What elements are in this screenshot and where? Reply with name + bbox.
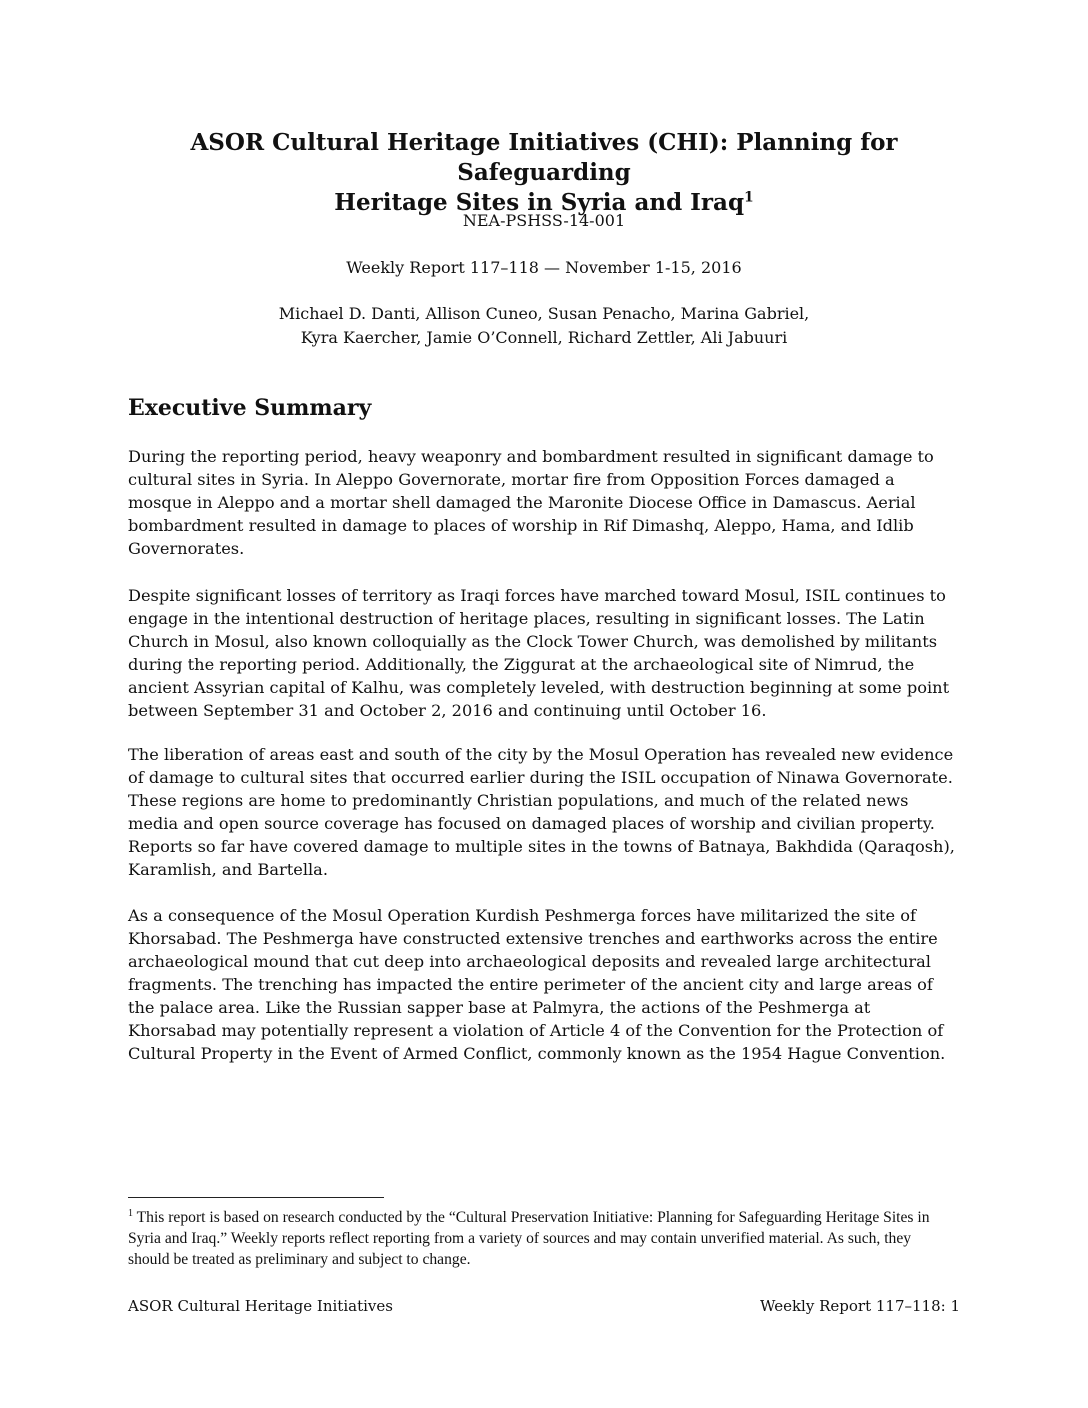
authors-line-1: Michael D. Danti, Allison Cuneo, Susan Penacho, Marina Gabriel, (278, 304, 810, 323)
title-line-2-text: Heritage Sites in Syria and Iraq (334, 189, 745, 216)
authors-line-2: Kyra Kaercher, Jamie O’Connell, Richard Zettler, Ali Jabuuri (300, 328, 788, 347)
summary-paragraph-1: During the reporting period, heavy weaponry and bombardment resulted in significant damage to cultural sites in Syria. In Aleppo Governorate, mortar fire from Opposition Forces damaged a mosque in Aleppo and a mortar shell damaged the Maronite Diocese Office in Damascus. Aerial bombardment resulted in damage to places of worship in Rif Dimashq, Aleppo, Hama, and Idlib Governorates. (128, 447, 934, 558)
section-heading: Executive Summary (128, 395, 372, 421)
summary-paragraph-4: As a consequence of the Mosul Operation Kurdish Peshmerga forces have militarized the site of Khorsabad. The Peshmerga have constructed extensive trenches and earthworks across the entire archaeological mound that cut deep into archaeological deposits and revealed large architectural fragments. The trenching has impacted the entire perimeter of the ancient city and large areas of the palace area. Like the Russian sapper base at Palmyra, the actions of the Peshmerga at Khorsabad may potentially represent a violation of Article 4 of the Convention for the Protection of Cultural Property in the Event of Armed Conflict, commonly known as the 1954 Hague Convention. (128, 906, 946, 1063)
footnote-text: This report is based on research conducted by the “Cultural Preservation Initiative: Planning for Safeguarding Heritage Sites in Syria and Iraq.” Weekly reports reflect reporting from a variety of sources and may contain unverified material. As such, they should be treated as preliminary and subject to change. (128, 1209, 930, 1268)
summary-paragraph-3: The liberation of areas east and south of the city by the Mosul Operation has revealed new evidence of damage to cultural sites that occurred earlier during the ISIL occupation of Ninawa Governorate. These regions are home to predominantly Christian populations, and much of the related news media and open source coverage has focused on damaged places of worship and civilian property. Reports so far have covered damage to multiple sites in the towns of Batnaya, Bakhdida (Qaraqosh), Karamlish, and Bartella. (128, 745, 955, 879)
report-period: Weekly Report 117–118 — November 1-15, 2016 (346, 258, 742, 277)
footer-page-number: Weekly Report 117–118: 1 (760, 1297, 960, 1315)
summary-paragraph-2: Despite significant losses of territory as Iraqi forces have marched toward Mosul, ISIL continues to engage in the intentional destruction of heritage places, resulting in significant losses. The Latin Church in Mosul, also known colloquially as the Clock Tower Church, was demolished by militants during the reporting period. Additionally, the Ziggurat at the archaeological site of Nimrud, the ancient Assyrian capital of Kalhu, was completely leveled, with destruction beginning at some point between September 31 and October 2, 2016 and continuing until October 16. (128, 586, 950, 720)
footnote-mark: 1 (128, 1207, 133, 1219)
document-title (100, 128, 988, 218)
footnote (128, 1207, 948, 1270)
author-list (100, 302, 988, 350)
footnote-divider (128, 1197, 384, 1198)
footer-organization: ASOR Cultural Heritage Initiatives (128, 1297, 393, 1315)
title-line-1: ASOR Cultural Heritage Initiatives (CHI): Planning for Safeguarding (190, 129, 898, 186)
title-footnote-mark[interactable]: 1 (744, 189, 754, 206)
grant-number: NEA-PSHSS-14-001 (462, 211, 626, 230)
